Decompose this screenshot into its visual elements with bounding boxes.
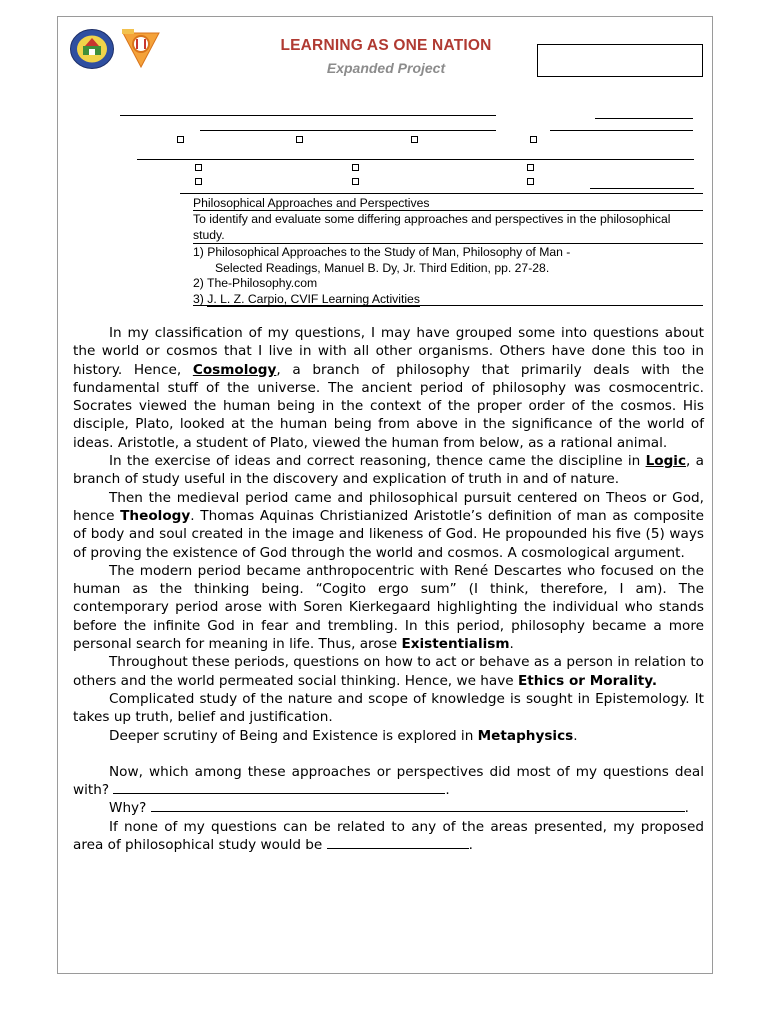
checkbox[interactable] <box>177 136 184 143</box>
term-logic: Logic <box>645 453 687 470</box>
reference-text: J. L. Z. Carpio, CVIF Learning Activities <box>207 291 420 306</box>
text: If none of my questions can be related to any of the areas presented, my proposed area of philosophical study would be <box>73 818 704 854</box>
checkbox[interactable] <box>296 136 303 143</box>
topic-underline <box>193 210 703 211</box>
term-metaphysics: Metaphysics <box>477 727 574 744</box>
text: . <box>468 837 473 854</box>
text: , a branch of philosophy that primarily deals with the fundamental stuff of the universe. The ancient period of philosophy was cosmocentric. Socrates viewed the human being in the context of the proper order of the cosmos. His disciple, Plato, looked at the human being from above in the significance of the world of ideas. Aristotle, a student of Plato, viewed the human from below, as a rational animal. <box>73 361 704 451</box>
paragraph-ethics <box>73 653 704 690</box>
text: . <box>509 636 514 653</box>
checkbox[interactable] <box>195 164 202 171</box>
question-why <box>73 799 704 817</box>
checkbox[interactable] <box>352 178 359 185</box>
text: . Thomas Aquinas Christianized Aristotle’s definition of man as composite of body and soul created in the image and likeness of God. He propounded his five (5) ways of proving the existence of God through the world and cosmos. A cosmological argument. <box>73 507 704 561</box>
school-seal-icon <box>69 28 115 70</box>
term-cosmology: Cosmology <box>192 361 277 378</box>
paragraph-cosmology <box>73 324 704 452</box>
paragraph-metaphysics <box>73 727 704 745</box>
answer-blank-why[interactable] <box>151 799 685 812</box>
checkbox[interactable] <box>530 136 537 143</box>
text: In my classification of my questions, I may have grouped some into questions about the world or cosmos that I live in with all other organisms. Others have done this too in history. Hence, <box>73 325 704 378</box>
type-line[interactable] <box>137 159 694 160</box>
page-title: LEARNING AS ONE NATION <box>280 37 492 54</box>
question-proposed-area <box>73 818 704 855</box>
answer-blank-approach[interactable] <box>113 781 445 794</box>
body-text <box>73 324 704 854</box>
reference-item: 2) The-Philosophy.com <box>193 276 318 290</box>
objective-underline <box>193 243 703 244</box>
answer-blank-proposed-area[interactable] <box>327 836 469 849</box>
score-box[interactable] <box>537 44 703 77</box>
paragraph-existentialism <box>73 562 704 653</box>
text: Deeper scrutiny of Being and Existence is explored in <box>109 727 478 744</box>
checkbox[interactable] <box>195 178 202 185</box>
score-line[interactable] <box>550 130 693 131</box>
paragraph-theology <box>73 489 704 562</box>
header-divider <box>180 193 703 194</box>
question-approach <box>73 763 704 800</box>
text: , a branch of study useful in the discovery and explication of truth in and of nature. <box>73 453 704 488</box>
paragraph-logic <box>73 452 704 489</box>
date-line[interactable] <box>595 118 693 119</box>
name-line[interactable] <box>120 115 496 116</box>
extra-line[interactable] <box>590 188 694 189</box>
section-line[interactable] <box>200 130 496 131</box>
checkbox[interactable] <box>527 178 534 185</box>
text: . <box>445 782 450 799</box>
text: In the exercise of ideas and correct reasoning, thence came the discipline in <box>109 453 646 470</box>
term-existentialism: Existentialism <box>401 636 510 653</box>
activity-objective <box>193 212 703 243</box>
text: Why? <box>109 800 151 817</box>
text: . <box>684 800 689 817</box>
reference-number: 3) <box>193 291 204 306</box>
text: Now, which among these approaches or perspectives did most of my questions deal with? <box>73 763 704 799</box>
text: Throughout these periods, questions on how to act or behave as a person in relation to others and the world permeated social thinking. Hence, we have <box>73 654 704 689</box>
text: The modern period became anthropocentric with René Descartes who focused on the human as the thinking being. “Cogito ergo sum” (I think, therefore, I am). The contemporary period arose with Soren Kierkegaard highlighting the individual who stands before the infinite God in fear and trembling. In this period, philosophy became a more personal search for meaning in life. Thus, arose <box>73 562 704 653</box>
topic-text: Philosophical Approaches and Perspectives <box>193 196 430 210</box>
text: . <box>573 727 578 744</box>
activity-references <box>193 245 703 307</box>
reference-item: Selected Readings, Manuel B. Dy, Jr. Third Edition, pp. 27-28. <box>215 260 550 275</box>
text: Then the medieval period came and philosophical pursuit centered on Theos or God, hence <box>73 489 704 524</box>
checkbox[interactable] <box>527 164 534 171</box>
term-theology: Theology <box>120 507 191 524</box>
reference-item: 1) Philosophical Approaches to the Study of Man, Philosophy of Man - <box>193 245 571 259</box>
checkbox[interactable] <box>352 164 359 171</box>
paragraph-epistemology: Complicated study of the nature and scope of knowledge is sought in Epistemology. It takes up truth, belief and justification. <box>73 690 704 726</box>
objective-text: To identify and evaluate some differing approaches and perspectives in the philosophical study. <box>193 212 671 242</box>
page-subtitle: Expanded Project <box>326 60 446 76</box>
depd-logo-icon <box>120 27 162 71</box>
term-ethics: Ethics or Morality. <box>517 672 658 689</box>
references-underline <box>193 305 703 306</box>
checkbox[interactable] <box>411 136 418 143</box>
